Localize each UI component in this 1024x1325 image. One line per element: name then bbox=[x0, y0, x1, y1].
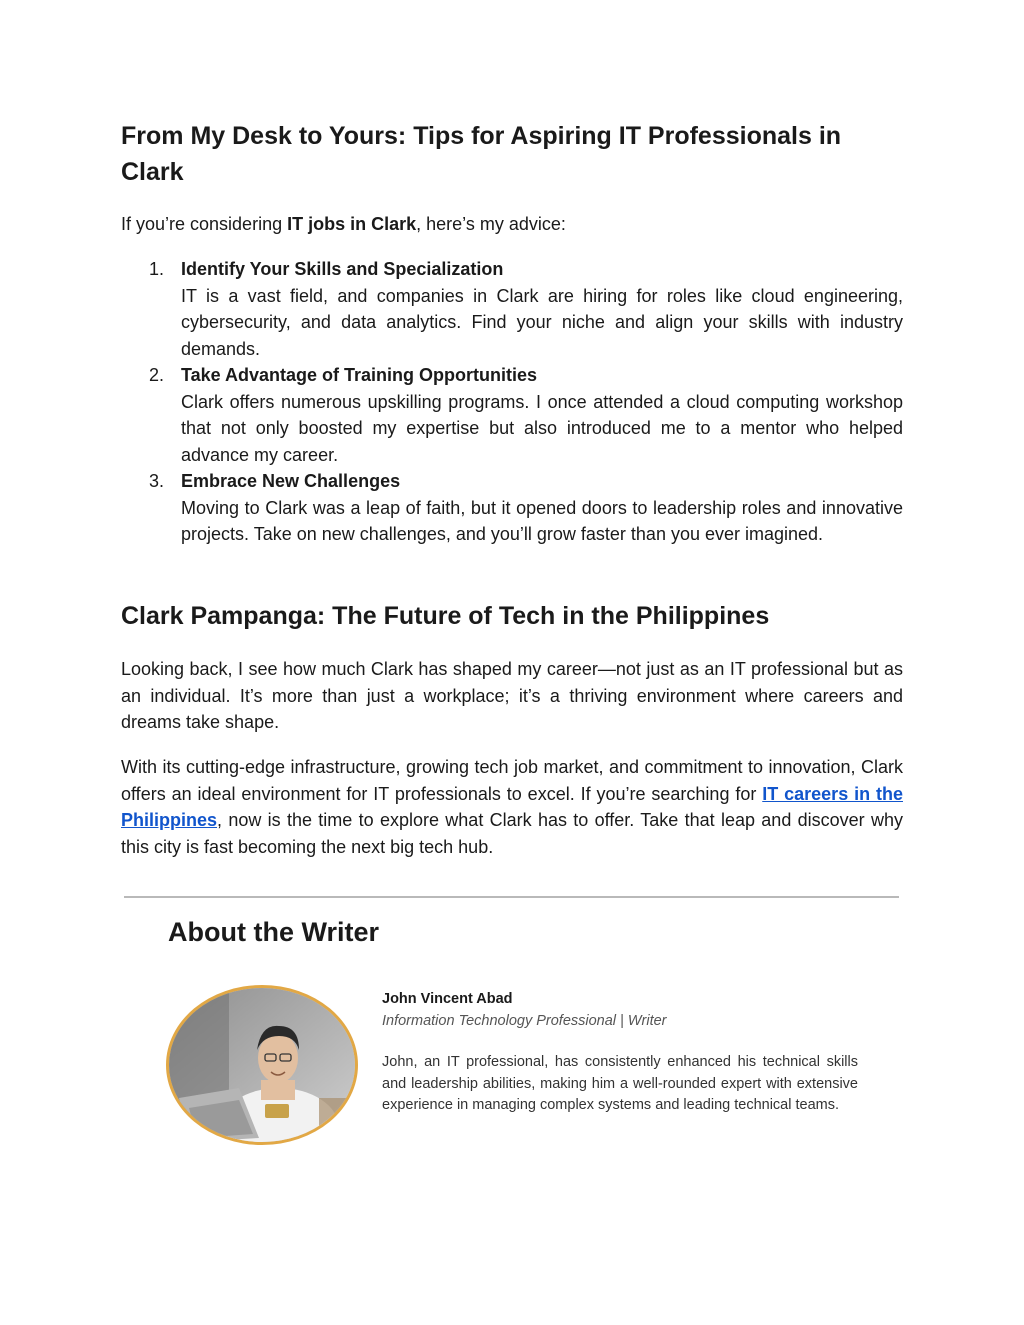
writer-name: John Vincent Abad bbox=[382, 991, 513, 1007]
tip-title: Take Advantage of Training Opportunities bbox=[181, 365, 538, 385]
tip-title: Identify Your Skills and Specialization bbox=[181, 259, 504, 279]
tip-text: Moving to Clark was a leap of faith, but it opened doors to leadership roles and innovative projects. Take on new challenges, and you’ll grow faster than you ever imagined. bbox=[181, 497, 903, 544]
list-item bbox=[121, 468, 903, 548]
list-item bbox=[121, 256, 903, 362]
list-number: 1. bbox=[149, 259, 165, 279]
avatar bbox=[166, 985, 358, 1145]
article-heading: From My Desk to Yours: Tips for Aspiring IT Professionals in Clark bbox=[121, 122, 842, 186]
list-number: 2. bbox=[149, 365, 165, 385]
tip-title: Embrace New Challenges bbox=[181, 471, 401, 491]
tip-text: IT is a vast field, and companies in Clark are hiring for roles like cloud engineering, cybersecurity, and data analytics. Find your niche and align your skills with industry demands. bbox=[181, 285, 903, 359]
intro-paragraph bbox=[121, 211, 566, 237]
paragraph-suffix: , now is the time to explore what Clark has to offer. Take that leap and discover why this city is fast becoming the next big tech hub. bbox=[121, 810, 903, 857]
writer-bio: John, an IT professional, has consistently enhanced his technical skills and leadership abilities, making him a well-rounded expert with extensive experience in managing complex systems and leading technical teams. bbox=[382, 1054, 858, 1113]
intro-bold: IT jobs in Clark bbox=[287, 214, 417, 234]
section-heading: Clark Pampanga: The Future of Tech in the Philippines bbox=[121, 602, 770, 630]
writer-role: Information Technology Professional | Writer bbox=[382, 1013, 667, 1029]
intro-prefix: If you’re considering bbox=[121, 214, 288, 234]
divider bbox=[124, 896, 899, 898]
list-number: 3. bbox=[149, 471, 165, 491]
paragraph-cutting-edge bbox=[121, 754, 903, 860]
tips-list bbox=[121, 256, 903, 548]
intro-suffix: , here’s my advice: bbox=[416, 214, 566, 234]
list-item bbox=[121, 362, 903, 468]
paragraph-prefix: With its cutting-edge infrastructure, growing tech job market, and commitment to innovation, Clark offers an ideal environment for IT professionals to excel. If you’re searching for bbox=[121, 757, 903, 804]
about-heading: About the Writer bbox=[168, 917, 379, 947]
tip-text: Clark offers numerous upskilling programs. I once attended a cloud computing workshop that not only boosted my expertise but also introduced me to a mentor who helped advance my career. bbox=[181, 391, 903, 465]
it-careers-link[interactable]: IT careers in the Philippines bbox=[121, 783, 903, 830]
paragraph-looking-back: Looking back, I see how much Clark has shaped my career—not just as an IT professional but as an individual. It’s more than just a workplace; it’s a thriving environment where careers and dreams take shape. bbox=[121, 659, 903, 732]
avatar-photo bbox=[169, 988, 355, 1142]
writer-info bbox=[382, 988, 858, 1117]
